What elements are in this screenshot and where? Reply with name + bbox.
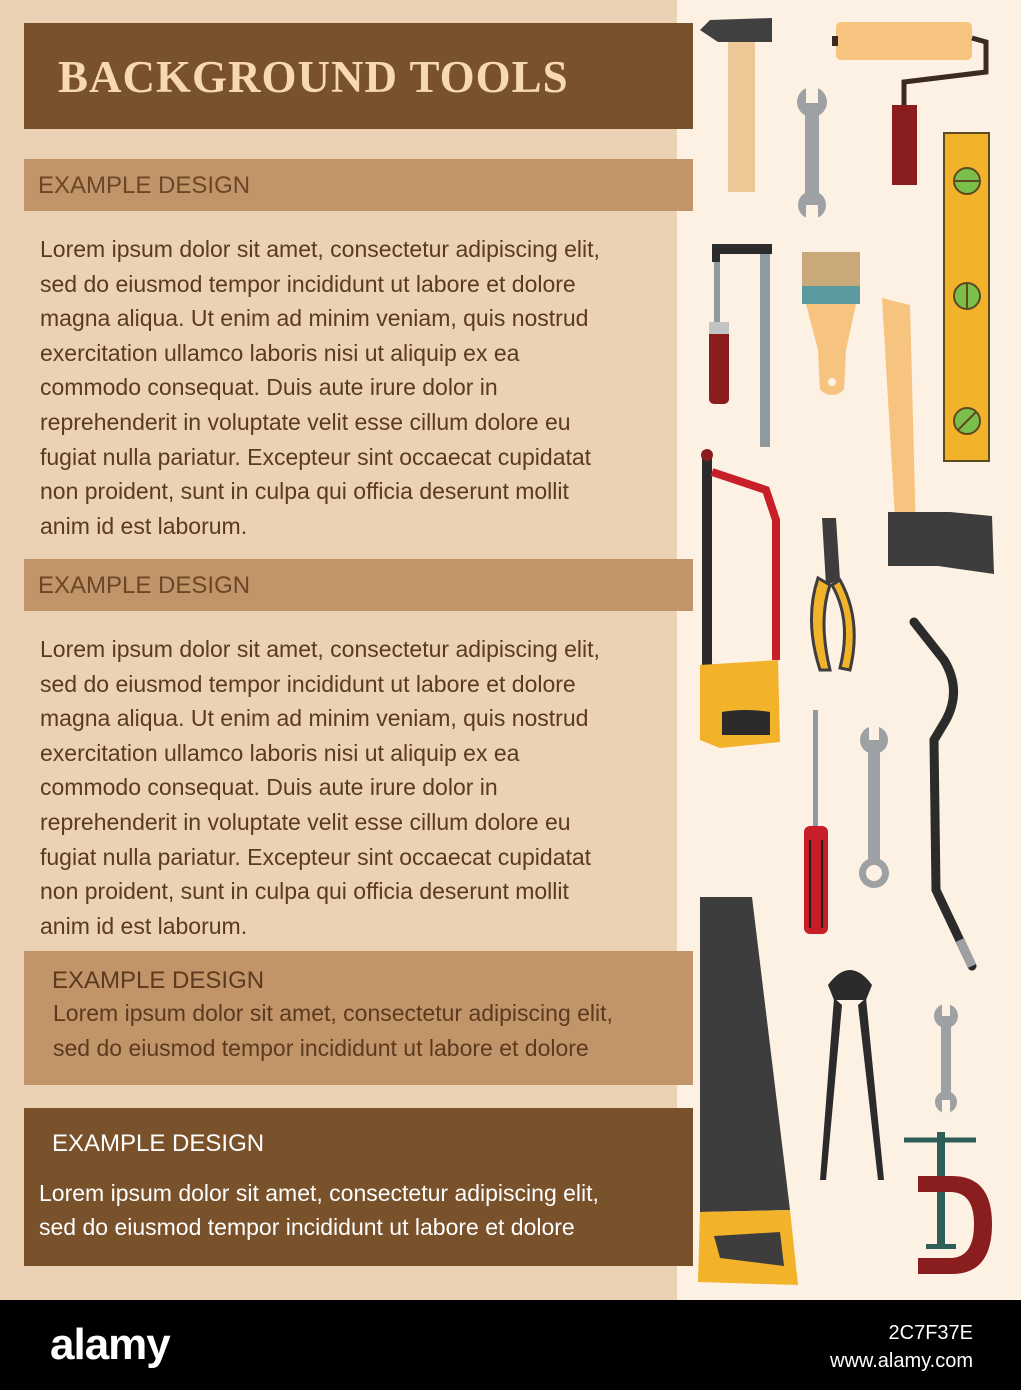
text-line: non proident, sunt in culpa qui officia deserunt mollit	[40, 478, 569, 505]
text-line: reprehenderit in voluptate velit esse cillum dolore eu	[40, 408, 571, 435]
image-id: 2C7F37E	[888, 1322, 973, 1344]
section-2-paragraph	[40, 632, 670, 943]
alamy-logo: alamy	[50, 1320, 170, 1369]
text-line: sed do eiusmod tempor incididunt ut labore et dolore	[53, 1035, 589, 1061]
text-line: exercitation ullamco laboris nisi ut aliquip ex ea	[40, 339, 520, 366]
spirit-level-icon	[944, 133, 989, 461]
highlight-box-light	[24, 951, 693, 1085]
text-line: anim id est laborum.	[40, 912, 248, 939]
text-line: commodo consequat. Duis aute irure dolor in	[40, 374, 498, 401]
crowbar-icon	[914, 622, 972, 966]
text-line: reprehenderit in voluptate velit esse cillum dolore eu	[40, 808, 571, 835]
small-wrench-icon	[934, 1002, 958, 1114]
footer-bar	[0, 1300, 1021, 1390]
c-clamp-icon	[904, 1132, 992, 1274]
text-line: sed do eiusmod tempor incididunt ut labore et dolore	[39, 1214, 575, 1240]
section-1-heading: EXAMPLE DESIGN	[38, 172, 251, 199]
footer-url: www.alamy.com	[830, 1350, 973, 1372]
text-line: non proident, sunt in culpa qui officia deserunt mollit	[40, 878, 569, 905]
pincers-icon	[820, 970, 884, 1180]
text-line: fugiat nulla pariatur. Excepteur sint occaecat cupidatat	[40, 843, 592, 870]
combination-wrench-icon	[859, 722, 889, 888]
screwdriver-icon	[804, 710, 828, 934]
text-line: commodo consequat. Duis aute irure dolor in	[40, 774, 498, 801]
text-line: magna aliqua. Ut enim ad minim veniam, quis nostrud	[40, 705, 589, 732]
bar-clamp-icon	[709, 244, 772, 447]
section-1-heading-bar	[24, 159, 693, 211]
wrench-icon	[797, 83, 827, 221]
paint-brush-icon	[802, 252, 860, 395]
text-line: Lorem ipsum dolor sit amet, consectetur adipiscing elit,	[39, 1180, 599, 1206]
section-2-heading-bar	[24, 559, 693, 611]
highlight-box-dark	[24, 1108, 693, 1266]
tools-illustration	[677, 0, 1021, 1300]
hacksaw-icon	[700, 449, 780, 748]
section-1-paragraph	[40, 232, 670, 543]
text-line: Lorem ipsum dolor sit amet, consectetur adipiscing elit,	[53, 1000, 613, 1026]
box-light-heading: EXAMPLE DESIGN	[52, 967, 265, 994]
text-line: magna aliqua. Ut enim ad minim veniam, quis nostrud	[40, 305, 589, 332]
handsaw-icon	[698, 897, 798, 1285]
text-line: sed do eiusmod tempor incididunt ut labore et dolore	[40, 670, 576, 697]
box-dark-heading: EXAMPLE DESIGN	[52, 1130, 265, 1157]
text-line: anim id est laborum.	[40, 512, 248, 539]
text-line: sed do eiusmod tempor incididunt ut labore et dolore	[40, 270, 576, 297]
page-title: BACKGROUND TOOLS	[58, 52, 569, 102]
text-line: Lorem ipsum dolor sit amet, consectetur adipiscing elit,	[40, 236, 600, 262]
section-2-heading: EXAMPLE DESIGN	[38, 572, 251, 599]
hammer-icon	[700, 18, 772, 192]
text-line: Lorem ipsum dolor sit amet, consectetur adipiscing elit,	[40, 636, 600, 662]
pliers-icon	[811, 518, 854, 670]
text-line: exercitation ullamco laboris nisi ut aliquip ex ea	[40, 739, 520, 766]
title-banner	[24, 23, 693, 129]
text-line: fugiat nulla pariatur. Excepteur sint occaecat cupidatat	[40, 443, 592, 470]
